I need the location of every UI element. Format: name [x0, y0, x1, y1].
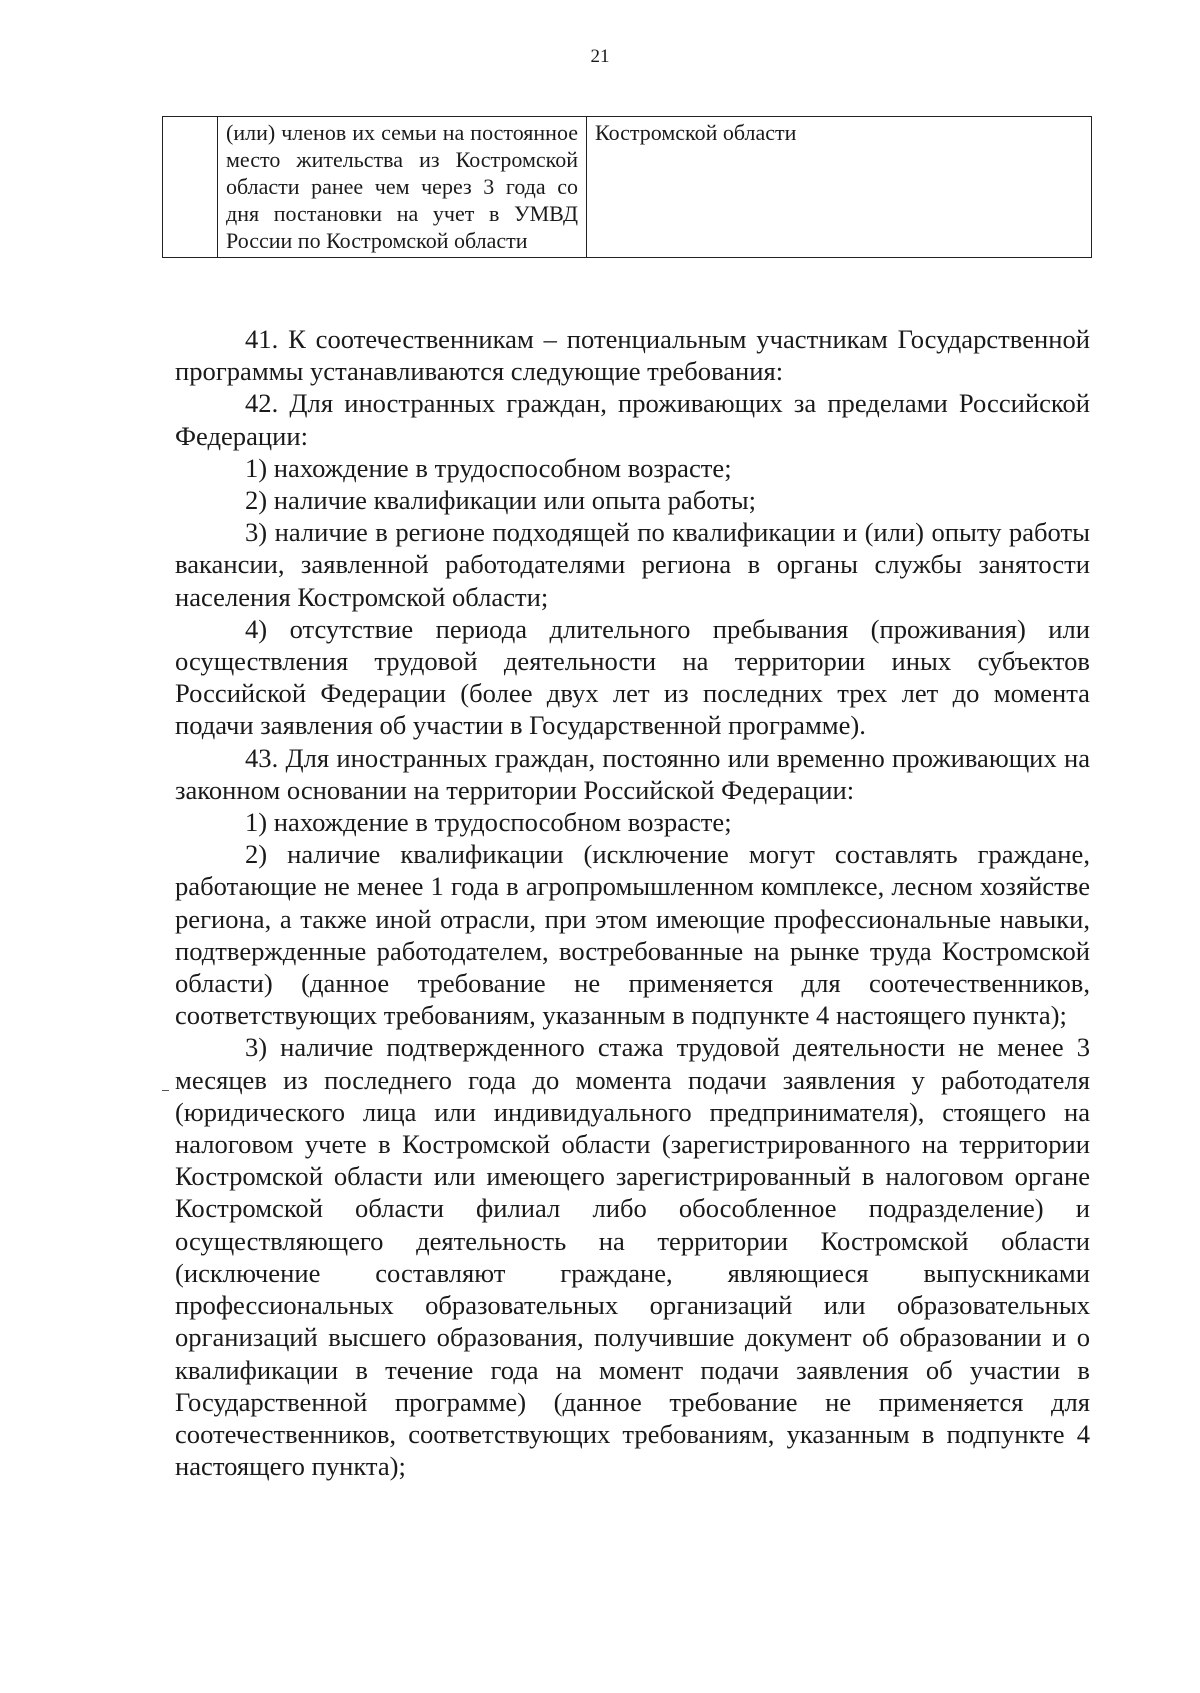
table-cell-responsible: Костромской области [587, 117, 1092, 258]
document-body [175, 323, 1090, 1482]
paragraph-42-item-1: 1) нахождение в трудоспособном возрасте; [245, 452, 732, 483]
table-cell-description: (или) членов их семьи на постоянное место жительства из Костромской области ранее чем через 3 года со дня постановки на учет в УМВД России по Костромской области [218, 117, 587, 258]
paragraph-43-item-2: 2) наличие квалификации (исключение могут составлять граждане, работающие не менее 1 года в агропромышленном комплексе, лесном хозяйстве региона, а также иной отрасли, при этом имеющие профессиональные навыки, подтвержденные работодателем, востребованные на рынке труда Костромской области) (данное требование не применяется для соотечественников, соответствующих требованиям, указанным в подпункте 4 настоящего пункта); [175, 839, 1090, 1031]
continuation-table [162, 116, 1092, 258]
table-cell-number [163, 117, 218, 258]
paragraph-43-item-3: 3) наличие подтвержденного стажа трудовой деятельности не менее 3 месяцев из последнего года до момента подачи заявления у работодателя (юридического лица или индивидуального предпринимателя), стоящего на налоговом учете в Костромской области (зарегистрированного на территории Костромской области или имеющего зарегистрированный в налоговом органе Костромской области филиал либо обособленное подразделение) и осуществляющего деятельность на территории Костромской области (исключение составляют граждане, являющиеся выпускниками профессиональных образовательных организаций или образовательных организаций высшего образования, получившие документ об образовании и о квалификации в течение года на момент подачи заявления об участии в Государственной программе) (данное требование не применяется для соотечественников, соответствующих требованиям, указанным в подпункте 4 настоящего пункта); [175, 1032, 1090, 1482]
table-row [163, 117, 1092, 258]
paragraph-42-item-4: 4) отсутствие периода длительного пребывания (проживания) или осуществления трудовой деятельности на территории иных субъектов Российской Федерации (более двух лет из последних трех лет до момента подачи заявления об участии в Государственной программе). [175, 613, 1090, 741]
margin-mark [162, 1090, 169, 1091]
paragraph-43-item-1: 1) нахождение в трудоспособном возрасте; [245, 807, 732, 838]
paragraph-42-item-2: 2) наличие квалификации или опыта работы; [245, 485, 757, 516]
paragraph-42: 42. Для иностранных граждан, проживающих за пределами Российской Федерации: [175, 388, 1090, 451]
paragraph-42-item-3: 3) наличие в регионе подходящей по квалификации и (или) опыту работы вакансии, заявленной работодателями региона в органы службы занятости населения Костромской области; [175, 517, 1090, 612]
page-number: 21 [590, 46, 610, 67]
paragraph-41: 41. К соотечественникам – потенциальным участникам Государственной программы устанавливаются следующие требования: [175, 324, 1090, 387]
paragraph-43: 43. Для иностранных граждан, постоянно или временно проживающих на законном основании на территории Российской Федерации: [175, 742, 1090, 805]
